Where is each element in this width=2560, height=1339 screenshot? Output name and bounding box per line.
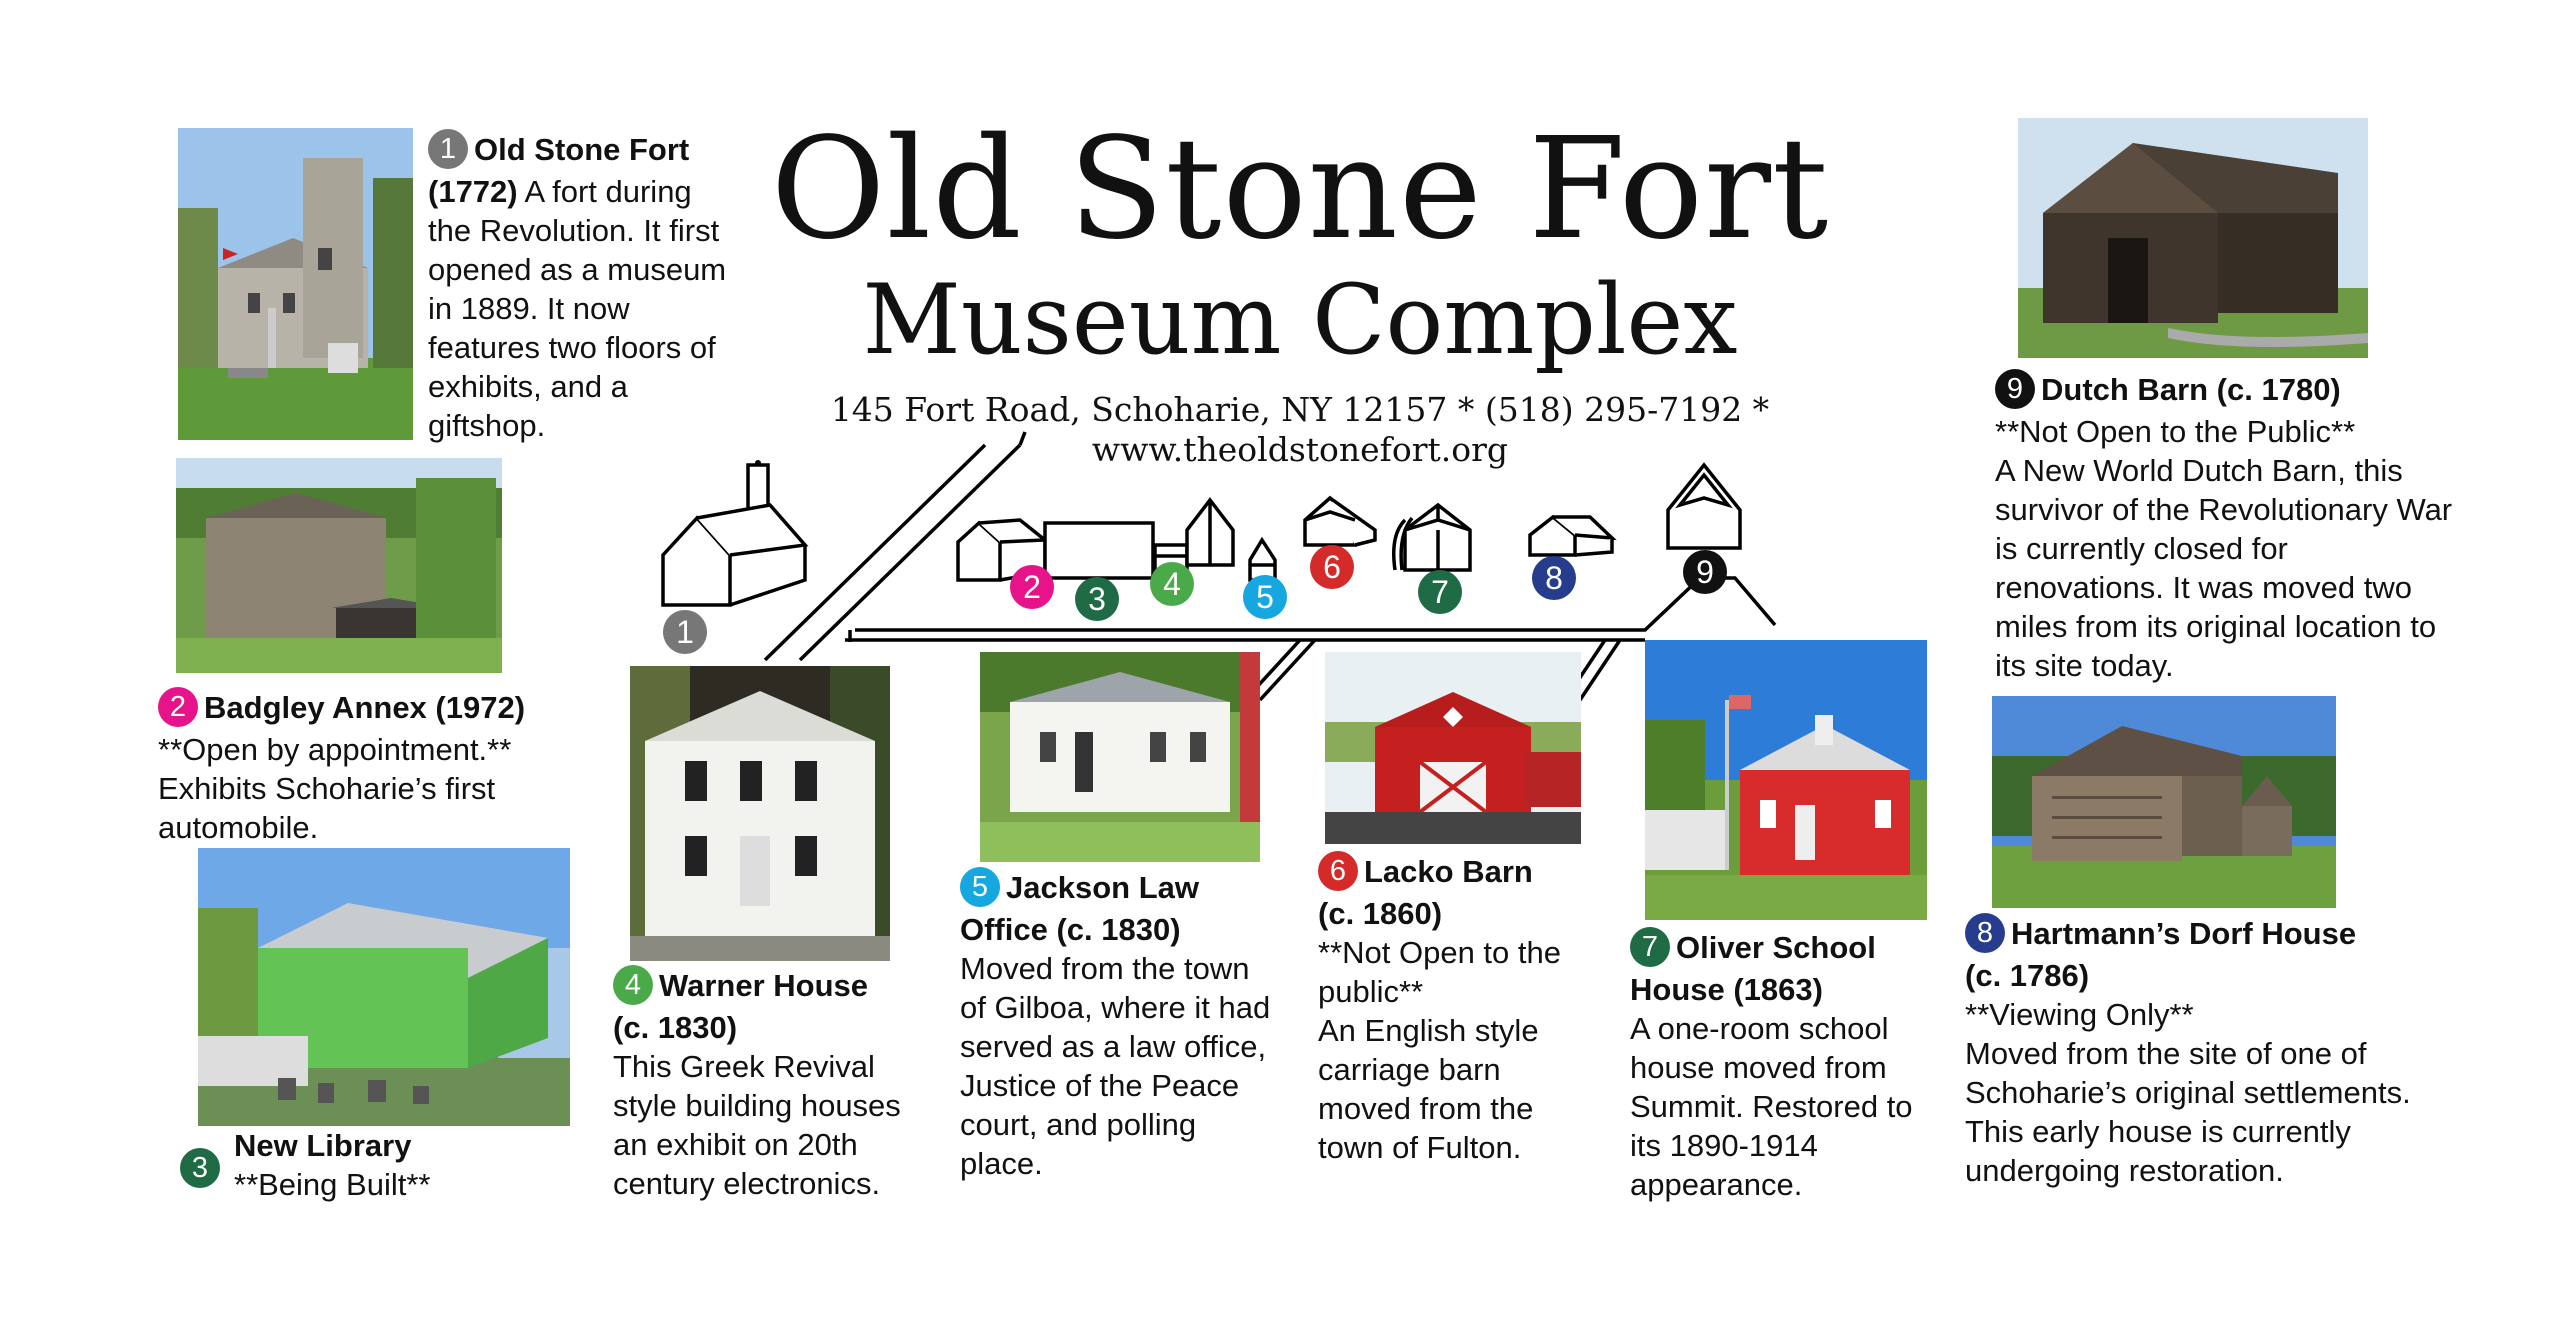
badge-3: 3 — [180, 1148, 220, 1188]
site-4-desc: This Greek Revival style building houses an exhibit on 20th century electronics. — [613, 1048, 901, 1201]
photo-dutch-barn — [2018, 118, 2368, 358]
site-5-date: Office (c. 1830) — [960, 911, 1181, 947]
site-5-desc: Moved from the town of Gilboa, where it had served as a law office, Justice of the Peace court, and polling place. — [960, 950, 1271, 1181]
law-office-building-icon — [1250, 540, 1275, 580]
contact-line: 145 Fort Road, Schoharie, NY 12157 * (518) 295-7192 * www.theoldstonefort.org — [830, 390, 1770, 469]
site-2-desc: Exhibits Schoharie’s first automobile. — [158, 770, 496, 845]
map-marker-6[interactable]: 6 — [1310, 545, 1354, 589]
site-6-desc: An English style carriage barn moved from the town of Fulton. — [1318, 1012, 1539, 1165]
badge-5: 5 — [960, 867, 1000, 907]
site-3-note: **Being Built** — [234, 1167, 431, 1202]
site-9-desc: A New World Dutch Barn, this survivor of the Revolutionary War is currently closed for renovations. It was moved two miles from its original location to its site today. — [1995, 452, 2453, 683]
site-6-name: Lacko Barn — [1364, 854, 1533, 889]
lacko-barn-icon — [1305, 498, 1375, 545]
photo-lacko-barn — [1325, 652, 1581, 844]
badge-7: 7 — [1630, 927, 1670, 967]
map-marker-7[interactable]: 7 — [1418, 570, 1462, 614]
site-4-date: (c. 1830) — [613, 1009, 738, 1045]
fort-building-icon — [663, 465, 805, 605]
photo-jackson-law-office — [980, 652, 1260, 862]
page-subtitle: Museum Complex — [862, 264, 1738, 376]
site-8-name: Hartmann’s Dorf House — [2011, 916, 2357, 951]
site-5-name: Jackson Law — [1006, 870, 1199, 905]
site-6-note: **Not Open to the public** — [1318, 934, 1561, 1009]
map-buildings — [663, 465, 1740, 605]
caption-site-6 — [1318, 852, 1598, 1167]
caption-site-7 — [1630, 928, 1930, 1204]
caption-site-4 — [613, 966, 943, 1203]
photo-new-library — [198, 848, 570, 1126]
site-2-name: Badgley Annex (1972) — [204, 690, 526, 725]
site-4-name: Warner House — [659, 968, 869, 1003]
site-8-note: **Viewing Only** — [1965, 996, 2194, 1032]
map-marker-5[interactable]: 5 — [1243, 575, 1287, 619]
site-1-name: Old Stone Fort — [474, 132, 690, 167]
caption-site-1 — [428, 130, 728, 445]
site-9-name: Dutch Barn (c. 1780) — [2041, 372, 2341, 407]
map-marker-1[interactable]: 1 — [663, 610, 707, 654]
site-2-note: **Open by appointment.** — [158, 731, 512, 767]
school-building-icon — [1394, 505, 1470, 570]
site-7-desc: A one-room school house moved from Summit. Restored to its 1890-1914 appearance. — [1630, 1010, 1913, 1202]
site-3-name: New Library — [234, 1128, 412, 1163]
site-7-name: Oliver School — [1676, 930, 1876, 965]
page-title: Old Stone Fort — [770, 108, 1830, 271]
caption-site-5 — [960, 868, 1280, 1183]
site-7-date: House (1863) — [1630, 971, 1823, 1007]
site-1-desc: A fort during the Revolution. It first opened as a museum in 1889. It now features two floors of exhibits, and a giftshop. — [428, 173, 727, 443]
library-building-icon — [1045, 523, 1153, 578]
dorf-house-icon — [1530, 517, 1612, 555]
site-6-date: (c. 1860) — [1318, 895, 1443, 931]
badge-8: 8 — [1965, 913, 2005, 953]
photo-oliver-school-house — [1645, 640, 1927, 920]
badge-1: 1 — [428, 129, 468, 169]
badge-2: 2 — [158, 687, 198, 727]
badge-9: 9 — [1995, 369, 2035, 409]
photo-warner-house — [630, 666, 890, 961]
site-8-date: (c. 1786) — [1965, 957, 2090, 993]
caption-site-8 — [1965, 914, 2455, 1190]
site-9-note: **Not Open to the Public** — [1995, 413, 2356, 449]
map-marker-2[interactable]: 2 — [1010, 565, 1054, 609]
map-marker-4[interactable]: 4 — [1150, 562, 1194, 606]
caption-site-3 — [178, 1126, 538, 1204]
caption-site-2 — [158, 688, 618, 847]
photo-badgley-annex — [176, 458, 502, 673]
map-marker-9[interactable]: 9 — [1683, 550, 1727, 594]
badge-4: 4 — [613, 965, 653, 1005]
photo-hartmanns-dorf-house — [1992, 696, 2336, 908]
map-marker-3[interactable]: 3 — [1075, 577, 1119, 621]
dutch-barn-icon — [1668, 465, 1740, 548]
photo-old-stone-fort — [178, 128, 413, 440]
site-8-desc: Moved from the site of one of Schoharie’s original settlements. This early house is currently undergoing restoration. — [1965, 1035, 2411, 1188]
map-marker-8[interactable]: 8 — [1532, 556, 1576, 600]
badge-6: 6 — [1318, 851, 1358, 891]
caption-site-9 — [1995, 370, 2465, 685]
site-1-date: (1772) — [428, 173, 518, 209]
